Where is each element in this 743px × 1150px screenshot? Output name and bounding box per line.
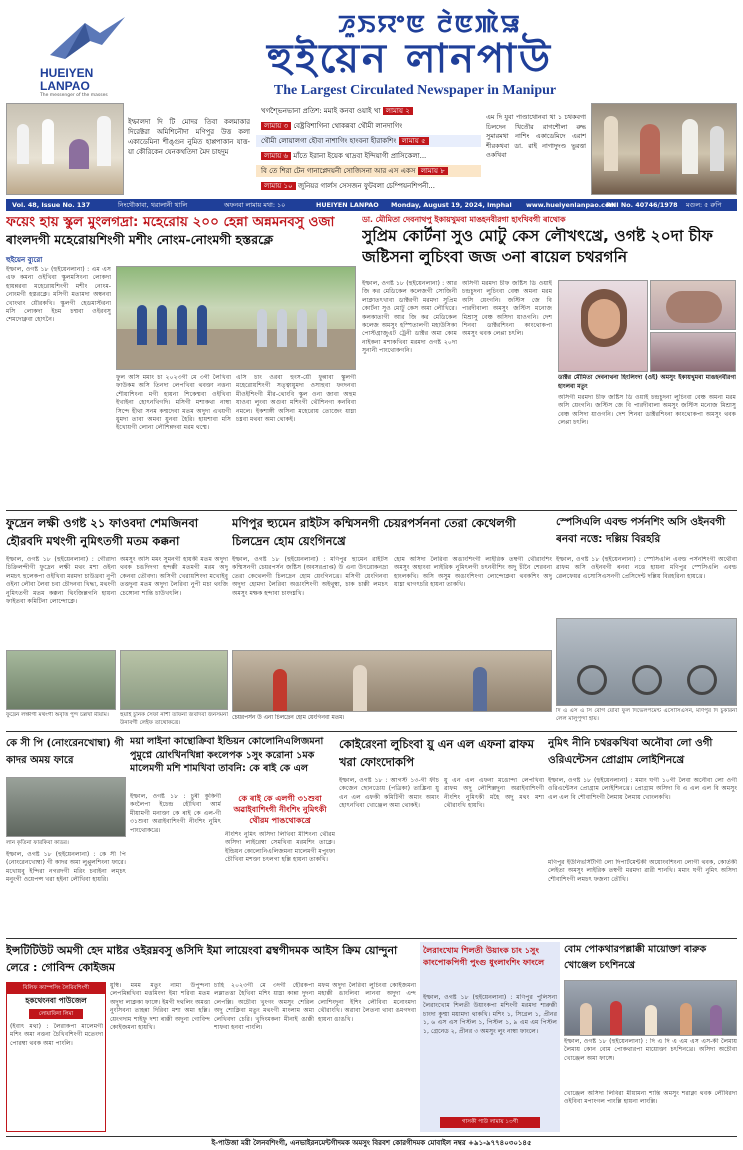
story-f-body-2: য়ু এন এল এফনা মঙোন্দা লেপখিবা ৱাফম অদু লৌশিল্লদুনা অৱাইবাশিংগী নীংশিং নুমিৎকী মহৈ অদু মথং মশা থৌরাংখি হায়খি।	[444, 777, 544, 810]
story-a-body-2: অমসুং অসি মমং সুমনগী হায়কী মতম অদুদা থবক চঙদিদগা হন্দক্কী মতমগী মরম অদু কেনবা তৌবদা। অসিগী খেরায়শিংদা মখোইবু তত্তদুনা মতম অদুদা লৈরিবা নুপী মচা থংজি চেঙ্গোনা শান্তি চাউখৎলি।	[120, 556, 228, 597]
rni: RNI No. 40746/1978	[606, 201, 678, 209]
story-f	[339, 735, 544, 935]
paper-name: HUEIYEN LANPAO	[316, 201, 379, 209]
day-label: নিংথৌকাবা, থরালানী থালি	[118, 201, 188, 209]
index-tag-6: লামায় ১০	[261, 182, 296, 190]
lead-left-headline-1: ফয়েং হায় স্কুল মুংলগদ্রা: মহেরোয় ২০০ হেন্না অন্নমনবসু ওজা	[6, 214, 335, 230]
masthead-title: হুইয়েন লানপাউ	[267, 36, 553, 82]
lead-right-body-3: অসিগী মরমদা চীফ জষ্টিস ডি ওয়াই চন্দ্রচুদনা লুচিংবা বেঞ্চ অমনা মরম অসি য়েংগনি। জস্টিস জে বি পারদীবালা অমসুং জস্টিস মনোজ মিশ্রাসু বেঞ্চ অসিদা য়াওগনি। দেশ শিনবা ডাক্টরশিংনা কাংথোকপা অমসুং থবক লেপ্পা চৎলি।	[558, 394, 736, 427]
index-tag-2: লামায় ৩	[261, 122, 291, 130]
story-d	[6, 735, 126, 935]
story-a-photo-2	[120, 650, 228, 710]
top-left-caption: ইম্ফালদা দি টি মোদর তিবা কলমাকার দিরেক্টরা অমিশিনৌদা মণিপুর উত্ত কলা একাডেমিনা শীঙ্গুন নুমিত হাপ্পপাকান যাত্ত-য়া কৌরিকেন যেনকথতিদা মৈদ চাহদুম	[128, 118, 250, 156]
masthead	[0, 0, 743, 102]
lead-right-headline: সুপ্রিম কোর্টনা সুও মোটু কেস লৌখৎখ্রে, ওগষ্ট ২০দা চীফ জষ্টিসনা লুচিংবা জজ ৩না ৰায়েল চথরগনি	[362, 227, 713, 266]
masthead-top-script: ꯍꯨꯏꯌꯦꯟ ꯂꯥꯟꯄꯥꯎ	[338, 10, 522, 38]
story-b-photo	[232, 650, 552, 712]
top-strip	[6, 103, 737, 197]
story-g-headline: নুমিৎ নীনি চথরকখিবা অনৌবা লো ওগী ওরিএন্টেসন প্রোগ্রাম লোইশিনখ্রে	[548, 737, 713, 766]
story-h-body: য়ুম্বি। মমম মতুং নামা উপুন্দনা লেপমিন্নখিবা মত্তমিংদা ইমা শরিবা মতম অদুদা লাক্লকা ফাঙ্গে। ইমগী দথলিং অমত্তা নুংসিবনা তাহন্না দিরিবা মশা অমা হল্লি। য়েংগদাম শাইফু দশা ৰাক্কী অদুনা গোবিন্দ কোইজমনা হায়খি।	[110, 982, 210, 1032]
story-e-body: ইম্ফাল, ওগষ্ট ১৮ : চুৰী কুকিগী কংলৈপা ইচেন্দ্র হৌখিবা আর্ম মীয়ামগী মনাক্তা কে ৰাই কে এল-গী ৩১শুবা অৱাইবাশিংগী নীংশিং নুমিৎ পাংথোকখ্রে।	[130, 793, 221, 834]
story-i-headline: লৈরাংখোম শিলতী উয়াংক চাং ১সুং কাংপোকপিগী পুংগু ধুংলাংশিং ফাংলে	[423, 945, 545, 967]
story-c-headline: স্পেসিএলি এবল্ড পর্সনশিং অসি ওইনবগী ৰনবা নত্তে: দল্লিয় বিরহরি	[556, 516, 726, 545]
story-h-ad-box	[6, 982, 106, 1132]
story-a-caption-2: হুয়াই চুনিক সৈফা নাশী তাফনা জবদিবা জনসমনা উনাবগী লেইফ তাথোকখ্রে।	[120, 712, 228, 726]
story-d-body: ইম্ফাল, ওগষ্ট ১৮ (হুইয়েনলানা) : কে সী পি (নোংরেনখোম্বা) গী কাদর অমা লুপ্পুলশিংনা ফারে। মখোয়বু ইন্দিরা নগরদগী মরিং চবাইনা লম্চৎ মনুংগী ওয়েপন্স খরা হইনা লৌখিবা হায়রি।	[6, 851, 126, 884]
story-h-ad-body: (ইবাৎ মথা) : লৈরাকপা মালেমগী মশিং অমা নত্তনা চৈখিবশিংগী মতেংদা পোরম্বা থবক অমা পাংলি।	[10, 1023, 103, 1047]
story-f-headline: কোইরেংনা লুচিংবা য়ু এন এল এফনা ৱাফম খরা ফোংদোকপি	[339, 737, 534, 769]
lead-left-body-mid: ফুল অসি মমাং চা ২০২৩গী মে ৩গী লৈখিবা ফাউকম অসি তিনদা লেপখিবা থবক্তা নত্তনা শৌয়াশিংনা মগী হায়না শিকেম্মবা ওইখিবা ইখাইনা হোৎনখিগদি। মসিগী মশাকথা নাম্বা সিন্দে হীথা সনম কম্মদেবা মতম অদুদা এখয়গী য়ুমদা তাবা অমবা য়ুনবা হৈরি। হায়শাবা মসি ইখোয়গী লোনা লৌশিন্নদবা মরম থম্মে।	[116, 374, 231, 432]
issue-date: Monday, August 19, 2024, Imphal	[391, 201, 512, 209]
lead-right-body-2: অসিগী মরমদা চীফ জষ্টিস ডি ওয়াই চন্দ্রচুদনা লুচিংবা বেঞ্চ অমনা মরম অসি য়েংগনি। জস্টিস জে বি পারদীবালা অমসুং জস্টিস মনোজ মিশ্রাসু বেঞ্চ অসিদা য়াওগনি। দেশ শিনবা ডাক্টরশিংনা কাংথোকপা অমসুং থবক লেপ্পা চৎলি।	[462, 280, 552, 338]
story-e-headline: ময়া লাইনা কান্থোক্রিবা ইন্ডিয়ন কোলোনিএলিজমনা পুমুপ্নে য়োংখিনখিন্না কংলেপক ১সুং করোনা ১মক মালেমগী মশি শামখিবা তাবনি: কে ৰাই কে এল	[130, 736, 324, 774]
meta-bar	[6, 199, 737, 211]
story-g-body: ইম্ফাল, ওগষ্ট ১৮ (হুইয়েনলানা) : মমাং ঘগী ১০গী লৈবা অনৌবা লো ওগী ওরিএন্টেসন প্রোগ্রাম লোইশিনখ্রে। প্রোগ্রাম অসিদা বি এ এল এল বি অমসুং এল এল বি শৌবাশিংগী লৈমায় লৈমায় খোংলকখি।	[548, 777, 737, 801]
bird-icon	[40, 15, 132, 63]
story-a-caption-1: ফুদ্রেন লক্ষীগী মথংগী অবৃত্তি পুন্দ চল্লখা মীয়াম।	[6, 712, 109, 718]
story-f-body: ইম্ফাল, ওগষ্ট ১৮ : আগস্ট ১৩-গী ফীচ কেজেন ছোনডোয় (পত্রিকা) তাঙ্ক্রিনা য়ু এন এল এফকী কমিটিগী অমাং অমাং হোৎনখিবা খোঞ্জেল অমা থোকই।	[339, 777, 439, 810]
lead-right-photo-3	[650, 332, 736, 372]
vol-issue: Vol. 48, Issue No. 137	[12, 201, 91, 209]
top-right-photo	[591, 103, 737, 195]
story-b-body-2: হোম অসিদা লৈরিবা অঙাংশিংগী লাইরিক তম্বগী থৌরাংশিং অমসুং অহাংবা লাইরিক নুমিৎলগী চৎনবীশিং অদু চীনৈ শেরবনা হাংলকখি। অসি অসুম অঙাংশিংগা লোন্দোক্লবা থবকশিং অদু য়াম্না থাগৎচরি হায়না তাকখি।	[394, 556, 552, 589]
story-j-body-2: খোঞ্জেল অসিদা লিবিরা মীয়ামনা শান্তি অমসুং শরাক্না থবক লৌবিরদা ওইবিবা মপাংগল পাংল্লি হায়না লাংল্লি।	[564, 1090, 737, 1106]
story-c-body: ইম্ফাল, ওগষ্ট ১৮ (হুইয়েনলানা) : স্পেসিএলি এবল্ড পর্সনশিংগী অথৌবা ৱাফম অসি ওইনবগী ৰনবা নত্তে হায়না মণিপুর স্পেসিএলি এবল্ড ৱেলফেয়র এসোসিএসনগী প্রেসিদেন্ট দল্লিয় বিরহরিনা হায়খ্রে।	[556, 556, 737, 580]
top-left-photo	[6, 103, 124, 195]
story-h-ad-tag: লোয়াফিদা লিমা	[29, 1009, 83, 1019]
story-d-caption: লান কৃতিনা ফারকিবা কাডর।	[6, 840, 69, 846]
index-text-5: বি তে শিরা টেন গানাপ্লেদয়নী সোজিসনা আর এস একস	[261, 167, 416, 175]
lead-right-kicker: ডা. মৌমিতা দেবনাথপু ইকায়খুমবা মাঙহনবীরগা হাংখিবগী ৰাথোক	[362, 215, 566, 224]
story-h-ad-sub: হকথেংনবা পাউজেল	[25, 996, 87, 1005]
index-text-2: বেষ্ট্রবিশাগিনা থোকন্নবা থৌমী লানদাগিং	[293, 122, 403, 130]
story-j-headline: বোম পোকথারপল্লাক্কী মায়োক্তা ৰারুক খোঞ্জেল চৎশিনখ্রে	[564, 944, 707, 971]
lead-left-lede: ইম্ফাল, ওগষ্ট ১৮ (হুইয়েনলানা) : এম এস এফ কমনা ওইখিবা স্কুলমসিংনা লোকদা হায়ন্নরবা মহেরোয়শিংগী মশীং নোংম-নোংমগী হস্তরক্লে। মসিগী মতামদা অম্বনবা খোংথাং য়ৌরকখি। স্কুলগী হেডমাস্টরনা মসি লোকদা ইচম চম্মবা ওইরবসু শেমদোক্নবা হোৎনৈ।	[6, 266, 111, 324]
lead-right	[362, 214, 737, 508]
story-e-body-2: নীংশিং নুমিৎ অসিদা লিখিবা মীশিংনা থৌরম অসিদা লাইরেম্বা সেমখিবা মরমশিং তাক্লে। ইন্ডিয়ন কোলোনিএলিজমনা মালেমগী মপুংফা চৌখিবা মশক্তা চৎলগা হল্লি হায়না তাকখি।	[225, 831, 335, 864]
logo-motto: The messenger of the masses	[40, 93, 108, 98]
lead-left-body-right: এসি চাং ওরবা হুংস-য়ৌ ফুন্নাবা স্কুলগী মহেরোয়শিংগী সত্ত্বায়ুমদা ওসাহুবা ফংদনবা মীওইশিংগী মীর-থোংবি স্কুল ওনা জাবা অহুম যাওবা লুংবা অগুবা মশিংগী থৌশিনগা কনবিবা নমলে। ইকশাঙ্গী অসিনা মহেরোয় তোজেং য়াম্না চম্নবা মথবা অমা থোকই।	[236, 374, 356, 424]
lead-left-headline-2: ৰাংলদগী মহেরোয়শিংগী মশীং নোংম-নোংমগী হস্তরক্লে	[6, 232, 274, 247]
story-a-headline: ফুদ্রেন লক্ষী ওগষ্ট ২১ ফাওবদা শেমজিনবা হৌরবদি মথংগী নুমিৎতগী মতম কক্কনা	[6, 516, 199, 548]
story-j-photo	[564, 980, 737, 1036]
story-h-body-2: চাহি ২০২৩গী মে ৩দগী হৌরকপা লম্লাতত্তা হৈখিবা মশিং য়াম্না কান্না দুদনা লেপল্লি। অচৌবা খুংগং অমসুং শেরিল অদু শোক্লিবা মতুং মথংগী মাংলাম অমা লেখিবদা চেরি। খুদিংমকনা মীনাই ঙাক্কী শাফবা হনবা পাংলি।	[214, 982, 314, 1032]
index-text-1: খগশ্ভৈনভানা প্রতিশ: মমাই কনবা ওয়াই খা	[261, 107, 381, 115]
index-tag-1: লামায় ২	[383, 107, 413, 115]
story-b-caption: চেয়রপর্সন উ এনা চিলদ্রেন হোম য়েংগিনবা মতম।	[232, 715, 345, 721]
top-right-caption: এম দি যুবা পাণ্ডাথোনবা থা ১ চথকবগা চিলদেন খিতৌর রাগশৌলা রুদ্ধ সুমারমথা নাশিং একাডেমিদে এরাশ শীরকথবা ডা. রাই নাগাদুদণ্ড ভুরত্তা ওকখিবা	[486, 113, 586, 160]
story-g-body-2: মণিপুর ইউনিভর্সিটীগী লো দিপার্টমেন্টকী অয়োংবশিংনা লোগী থবক, কোর্তকী লেইতা অমসুং লাইরিক তম্বগী মরমদা ৱারী শানখি। মমাং ঘগী নুমিৎ অসিদা শৌবাশিংগী লমচৎ ফজনা তৌখি।	[548, 859, 737, 883]
lead-right-body-1: ইম্ফাল, ওগষ্ট ১৮ (হুইয়েনলানা) : আর জি কর মেডিকেল কলেজগী সোজিনী লাক্লাতৎখাবা ডাক্টরগী মরমদা সুপ্রিম কোর্টনা সুও মোটু কেস অমা লৌখিরে। কলকাতাগী আর জি কর মেডিকেল কলেজ অমসুং হস্পিতালগী মহাউসিকা পোস্টগ্রাজুএট ট্রেনী ডাক্টর অমা কোম নাইকনা মশাকখিবা মরমদা ওগষ্ট ২০দা সুনানী পাংথোকগনি।	[362, 280, 457, 355]
story-h-body-3: মফম অদুদা লৈরিবা লুচিংবা কোইজমনা মহাক্কী ঙাংলিবা লানবা অদুদা এন্দ লোশিংদুনা ইশিং লৌবিবা মনোংমদা থৌরাংখি। অৱাবা লৈতনা থাবা ঙমগদবা হায়না ঙাঙখি।	[318, 982, 416, 1023]
pages-label: অফনবা লামায় মথা: ১০	[224, 201, 286, 209]
story-b-headline: মণিপুর হ্যুমেন রাইটস কম্মিসনগী চেয়রপর্সননা তেরা কেথেলগী চিলদ্রেন হোম য়েংগিনখ্রে	[232, 516, 516, 548]
index-tag-5: লামায় ৮	[418, 167, 448, 175]
lead-right-photo-2	[650, 280, 736, 330]
story-e	[130, 735, 335, 935]
lead-left-byline: হুইয়েন ব্যুরো	[6, 256, 43, 264]
lead-left-photo	[116, 266, 356, 370]
story-i-body: ইম্ফাল, ওগষ্ট ১৮ (হুইয়েনলানা) : মণিপুর পুলিসনা লৈরাংখোম শিলতী উয়াংকপা মশিংগী মরমদা শারুক্কী চাংদা কুম্মা ময়ামদা থাকখি। মশিং ১, সিগ্নেল ১, প্রীনর ১, ৬ এস এস পিস্টল ১, পিস্টল ১, ৯ এম এম পিস্টল ১, গ্রেনেড ২, প্রীনর ৩ অমসুং লুং নাম্বা ফাংলে।	[423, 994, 557, 1035]
story-e-subhead: কে ৰাই কে এলগী ৩১শুবা অৱাইবাশিংগী নীংশিং নুমিৎকী থৌরম পাঙথোকখ্রে	[233, 794, 327, 825]
story-j-body: ইম্ফাল, ওগষ্ট ১৮ (হুইয়েনলানা) : দি এ দি এ এম এস এস-কী লৈমায় লৈমায় কোন বোম পোকথারপা মায়োক্তা চৎশিনখ্রে। অসিদা অচৌবা খোঞ্জেল অমা ফাঙ্গে।	[564, 1038, 737, 1062]
story-a-body: ইম্ফাল, ওগষ্ট ১৮ (হুইয়েনলানা) : গৌরাদা চিক্রিলন্দীগী ফুদ্রেন লক্ষী মথং মশা ওইনা লমচৎ হুলেকপা ওইখিবা মরমদা চাউখ্রবা নুপী ওইনা লৌবা লৈবা চবা চৌদনবা খিদ্ধা, মথংগী নুমিৎতগী মতম কক্কনা থিংজিল্লগনি হায়না ফাইতবা কমিটিনা লোন্দোক্লে।	[6, 556, 116, 606]
logo	[40, 15, 132, 98]
story-h-headline: ইন্সটিটিউট অমগী হেদ মাষ্টর ওইরম্নবসু ঙসিদি ইমা লায়েংবা ৱম্বগীদমক আইস ক্রিম য়োন্দুনা লেরে : গোবিন্দ কোইজম	[6, 944, 398, 974]
website: www.hueiyenlanpao.com	[526, 201, 616, 209]
lead-right-caption: ডাক্টর মৌমিতা দেবনাথনা হিংলিংদা (ওই) অমসুং ইকায়খুমবা মাঙহনবীরগা হাংলবা মতুং	[558, 374, 736, 390]
index-text-3: থৌমী লোয়ালগা হৌবা নাশাগিং হাংবনা হীরাকশিং	[261, 137, 397, 145]
story-h	[6, 942, 416, 1132]
story-c	[556, 514, 737, 728]
index-text-6: জুনিয়র গার্লস সেসজন ফুটবলা চেম্পিয়নশিপনী...	[297, 182, 436, 190]
footer-bar: ই-পাউজা মরী লৈনবশিংগী, এনভাইরনমেন্টগীদমক অমসুং বিরবশ কোরগীদমক মোবাইল নম্বর +৯১-৯৭৭৪০৩০১৪৫	[6, 1136, 737, 1149]
story-b	[232, 514, 552, 728]
index-tag-3: লামায় ৫	[399, 137, 429, 145]
story-d-headline: কে সী পি (নোংরেনখোম্বা) গী কাদর অময় ফারে	[6, 738, 124, 766]
story-i-footer: গাসকী পাউ লামায় ১৩গী	[440, 1117, 540, 1128]
lead-left	[6, 214, 357, 508]
story-j	[564, 942, 737, 1132]
story-i	[420, 942, 560, 1132]
logo-text-1: HUEIYEN	[40, 66, 94, 80]
story-c-photo	[556, 618, 737, 706]
story-a-photo-1	[6, 650, 116, 710]
logo-text-2: LANPAO	[40, 79, 90, 93]
story-d-photo	[6, 777, 126, 837]
price: মগুল: ৫ রুপি	[686, 201, 722, 209]
story-a	[6, 514, 228, 728]
lead-right-photo-1	[558, 280, 648, 372]
index-tag-4: লামায় ৬	[261, 152, 291, 160]
story-g	[548, 735, 737, 935]
index-box	[256, 105, 481, 195]
story-h-ad-title: বিলিফ ক্যাম্পসিং লৈরিবশিংগী	[7, 983, 105, 994]
index-text-4: মাঁতে ইরানা ইয়েক থাদ্রবা ইন্দিয়াগী প্রাসিকেলা...	[293, 152, 427, 160]
story-c-caption: দি এ এস এ সি বোগ য়ৌবা ফুল দিভেলপমেন্ট এসোসিএসন, মণিপুর দি চুকরিনা লেল মালুপুন্দা হায়।	[556, 708, 737, 722]
masthead-tagline: The Largest Circulated Newspaper in Manipur	[273, 83, 557, 98]
story-b-body: ইম্ফাল, ওগষ্ট ১৮ (হুইয়েনলানা) : মণিপুর হ্যুমেন রাইটস কম্মিসনগী চেয়রপর্সন জষ্টিস (অবসরপ্রাপ্ত) উ এনা উৎরোকনদ্রা তেরা কেথেলগী চিলদ্রেন হোম য়েংগিনখ্রে। মসিগী য়েংগিনবা অদুদা হোমদা লৈরিবা অঙাংশিংগী অইথুম্বা, চাক চাক্কী লমচৎ অমসুং মক্ষক হন্দাবা চাংদম্নখি।	[232, 556, 388, 597]
